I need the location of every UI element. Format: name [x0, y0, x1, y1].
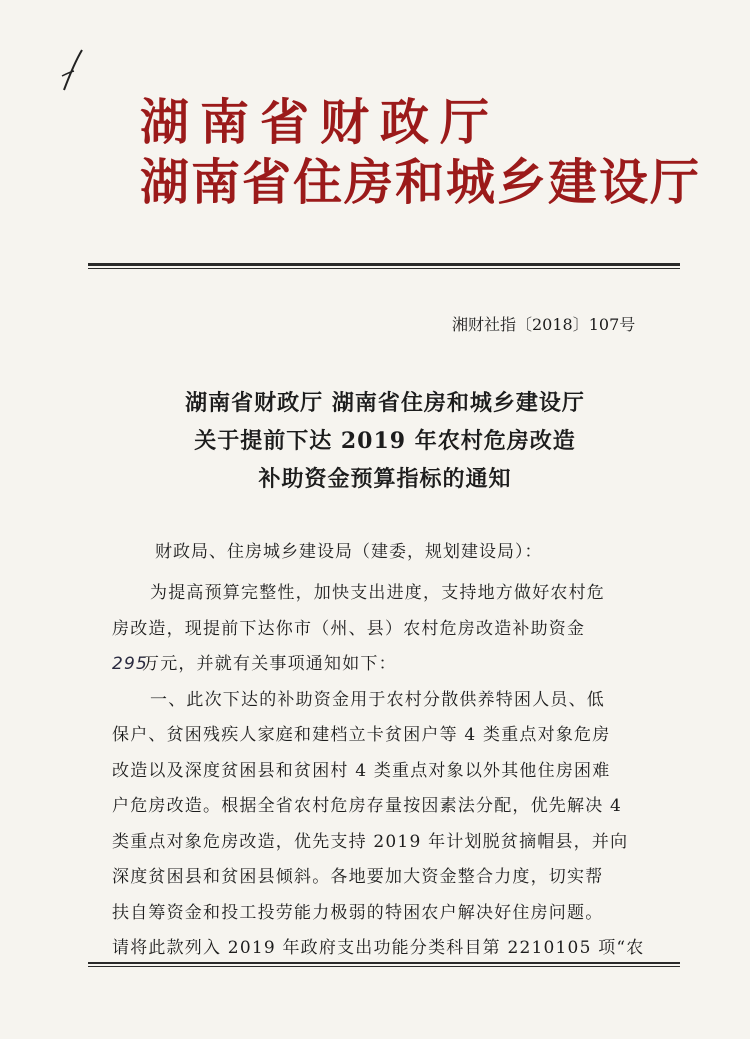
body-line: 改造以及深度贫困县和贫困村 4 类重点对象以外其他住房困难	[112, 760, 611, 781]
letterhead-org-finance: 湖南省财政厅	[140, 93, 501, 151]
body-line: 房改造，现提前下达你市（州、县）农村危房改造补助资金	[112, 618, 586, 639]
letterhead-rule-thin	[88, 268, 680, 269]
body-line: 请将此款列入 2019 年政府支出功能分类科目第 2210105 项“农	[112, 938, 645, 958]
addressee: 财政局、住房城乡建设局（建委，规划建设局）：	[155, 542, 543, 562]
footer-rule-thin	[88, 966, 680, 967]
body-line: 一、此次下达的补助资金用于农村分散供养特困人员、低	[150, 689, 605, 710]
letterhead-org-housing: 湖南省住房和城乡建设厅	[140, 153, 702, 211]
document-title	[100, 384, 670, 498]
body-line: 保户、贫困残疾人家庭和建档立卡贫困户等 4 类重点对象危房	[112, 725, 611, 745]
letterhead-rule	[88, 263, 680, 266]
body-line: 户危房改造。根据全省农村危房存量按因素法分配，优先解决 4	[112, 796, 623, 816]
title-line-1: 湖南省财政厅 湖南省住房和城乡建设厅	[185, 390, 585, 416]
title-line-3: 补助资金预算指标的通知	[258, 466, 512, 492]
body-line: 为提高预算完整性，加快支出进度，支持地方做好农村危	[150, 583, 605, 603]
body-line	[112, 647, 672, 683]
body-text	[112, 576, 672, 967]
handwritten-amount: 295	[112, 654, 149, 674]
handwritten-mark	[52, 46, 92, 96]
body-line: 扶自筹资金和投工投劳能力极弱的特困农户解决好住房问题。	[112, 902, 604, 923]
title-line-2: 关于提前下达 2019 年农村危房改造	[194, 428, 576, 454]
letterhead	[140, 92, 701, 212]
body-line: 类重点对象危房改造，优先支持 2019 年计划脱贫摘帽县，并向	[112, 831, 629, 852]
footer-rule	[88, 962, 680, 964]
body-line-rest: 万元，并就有关事项通知如下：	[142, 654, 397, 674]
body-line: 深度贫困县和贫困县倾斜。各地要加大资金整合力度，切实帮	[112, 867, 604, 887]
document-number: 湘财社指〔2018〕107号	[452, 315, 636, 334]
